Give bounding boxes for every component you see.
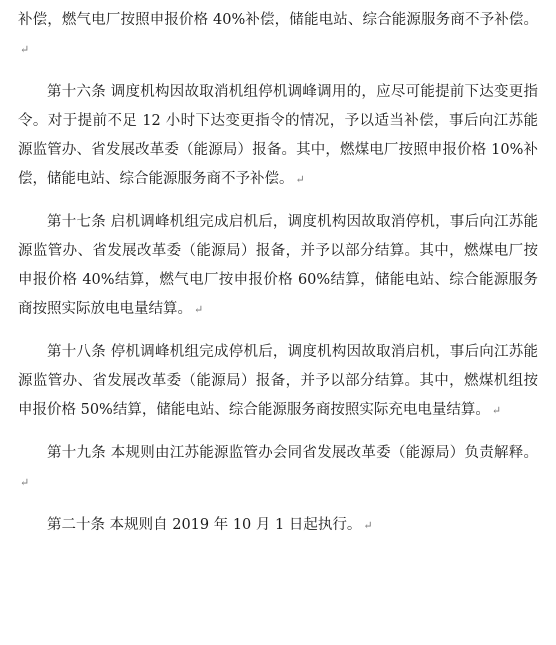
paragraph-mark-icon: ↵ <box>20 43 30 56</box>
article-16 <box>18 78 538 194</box>
article-18 <box>18 338 538 425</box>
paragraph-text: 第十八条 停机调峰机组完成停机后，调度机构因故取消启机，事后向江苏能源监管办、省发展改革委（能源局）报备，并予以部分结算。其中，燃煤机组按申报价格 50%结算，储能电站、综合能源服务商按照实际充电电量结算。 <box>18 344 538 418</box>
article-17 <box>18 208 538 324</box>
paragraph-continuation <box>18 6 538 64</box>
paragraph-text: 第十九条 本规则由江苏能源监管办会同省发展改革委（能源局）负责解释。 <box>47 445 538 461</box>
paragraph-mark-icon: ↵ <box>491 404 502 417</box>
paragraph-mark-icon: ↵ <box>363 519 373 532</box>
paragraph-text: 补偿，燃气电厂按照申报价格 40%补偿，储能电站、综合能源服务商不予补偿。 <box>18 12 538 28</box>
article-20 <box>18 511 538 540</box>
paragraph-mark-icon: ↵ <box>20 476 30 489</box>
paragraph-mark-icon: ↵ <box>194 303 204 316</box>
paragraph-mark-icon: ↵ <box>295 173 305 186</box>
article-19 <box>18 439 538 497</box>
paragraph-text: 第十七条 启机调峰机组完成启机后，调度机构因故取消停机，事后向江苏能源监管办、省发展改革委（能源局）报备，并予以部分结算。其中，燃煤电厂按申报价格 40%结算，燃气电厂按申报价格 60%结算，储能电站、综合能源服务商按照实际放电电量结算。 <box>18 214 538 317</box>
paragraph-text: 第二十条 本规则自 2019 年 10 月 1 日起执行。 <box>47 517 362 533</box>
paragraph-text: 第十六条 调度机构因故取消机组停机调峰调用的，应尽可能提前下达变更指令。对于提前不足 12 小时下达变更指令的情况，予以适当补偿，事后向江苏能源监管办、省发展改革委（能源局）报备。其中，燃煤电厂按照申报价格 10%补偿，储能电站、综合能源服务商不予补偿。 <box>18 84 538 187</box>
